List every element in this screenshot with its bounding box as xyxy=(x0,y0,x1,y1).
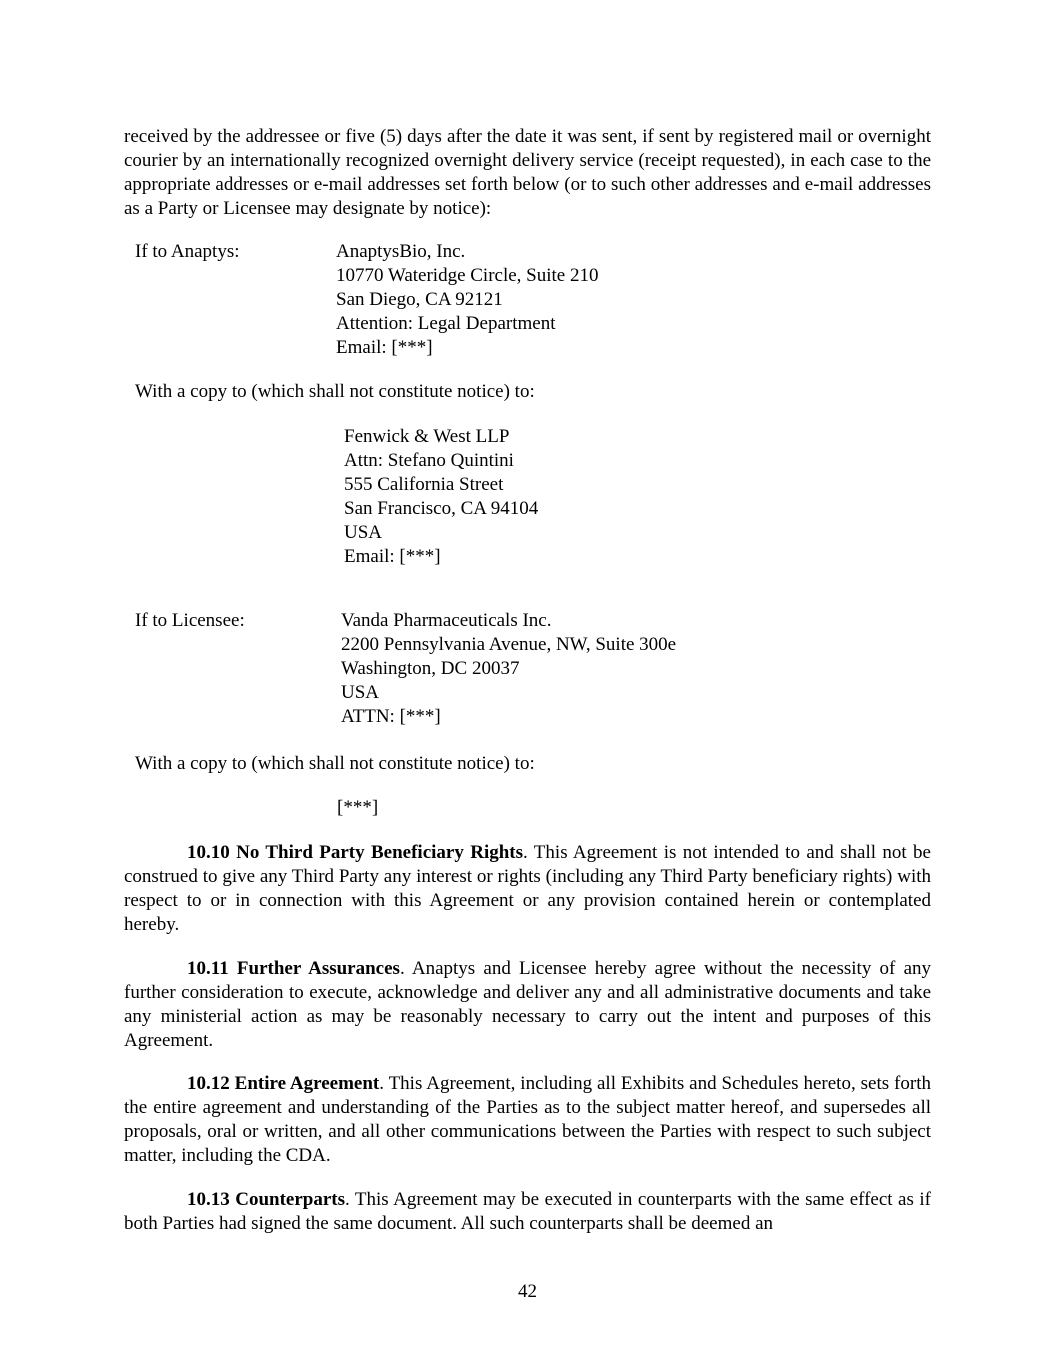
section-body: . This Agreement may be executed in counterparts with the same effect as if both Parties had signed the same document. All such counterparts shall be deemed an xyxy=(124,1189,931,1234)
address-line: [***] xyxy=(337,797,379,818)
address-line: San Diego, CA 92121 xyxy=(336,289,503,310)
licensee-notice-label: If to Licensee: xyxy=(135,610,245,631)
anaptys-copy-label: With a copy to (which shall not constitute notice) to: xyxy=(135,381,535,402)
address-line: Email: [***] xyxy=(336,337,433,358)
address-line: Washington, DC 20037 xyxy=(341,658,520,679)
address-line: AnaptysBio, Inc. xyxy=(336,241,466,262)
licensee-copy-label: With a copy to (which shall not constitute notice) to: xyxy=(135,753,535,774)
address-line: ATTN: [***] xyxy=(341,706,441,727)
section-body: . This Agreement, including all Exhibits and Schedules hereto, sets forth the entire agreement and understanding of the Parties as to the subject matter hereof, and supersedes all proposals, oral or written, and all other communications between the Parties with respect to such subject matter, including the CDA. xyxy=(124,1073,931,1166)
address-line: San Francisco, CA 94104 xyxy=(344,498,539,519)
section-body: . This Agreement is not intended to and shall not be construed to give any Third Party any interest or rights (including any Third Party beneficiary rights) with respect to or in connection with this Agreement or any provision contained herein or contemplated hereby. xyxy=(124,842,931,935)
anaptys-address-block xyxy=(336,240,598,360)
section-body: . Anaptys and Licensee hereby agree without the necessity of any further consideration to execute, acknowledge and deliver any and all administrative documents and take any ministerial action as may be reasonably necessary to carry out the intent and purposes of this Agreement. xyxy=(124,958,932,1051)
section-heading: 10.10 No Third Party Beneficiary Rights xyxy=(187,842,524,863)
address-line: Vanda Pharmaceuticals Inc. xyxy=(341,610,552,631)
anaptys-notice-label: If to Anaptys: xyxy=(135,241,240,262)
section-10-10 xyxy=(124,841,931,937)
address-line: Attention: Legal Department xyxy=(336,313,556,334)
section-heading: 10.11 Further Assurances xyxy=(187,958,400,979)
section-10-12 xyxy=(124,1072,931,1168)
address-line: 2200 Pennsylvania Avenue, NW, Suite 300e xyxy=(341,634,677,655)
address-line: Attn: Stefano Quintini xyxy=(344,450,514,471)
address-line: Email: [***] xyxy=(344,546,441,567)
page-number: 42 xyxy=(518,1281,537,1302)
anaptys-copy-address-block xyxy=(344,425,538,569)
section-heading: 10.13 Counterparts xyxy=(187,1189,345,1210)
licensee-address-block xyxy=(341,609,676,729)
address-line: 555 California Street xyxy=(344,474,504,495)
section-10-11 xyxy=(124,957,931,1053)
address-line: Fenwick & West LLP xyxy=(344,426,510,447)
licensee-copy-address-block xyxy=(337,796,378,820)
address-line: USA xyxy=(344,522,383,543)
section-10-13 xyxy=(124,1188,931,1236)
address-line: USA xyxy=(341,682,380,703)
intro-paragraph: received by the addressee or five (5) days after the date it was sent, if sent by registered mail or overnight courier by an internationally recognized overnight delivery service (receipt requested), in each case to the appropriate addresses or e-mail addresses set forth below (or to such other addresses and e-mail addresses as a Party or Licensee may designate by notice): xyxy=(124,126,931,219)
address-line: 10770 Wateridge Circle, Suite 210 xyxy=(336,265,599,286)
section-heading: 10.12 Entire Agreement xyxy=(187,1073,380,1094)
